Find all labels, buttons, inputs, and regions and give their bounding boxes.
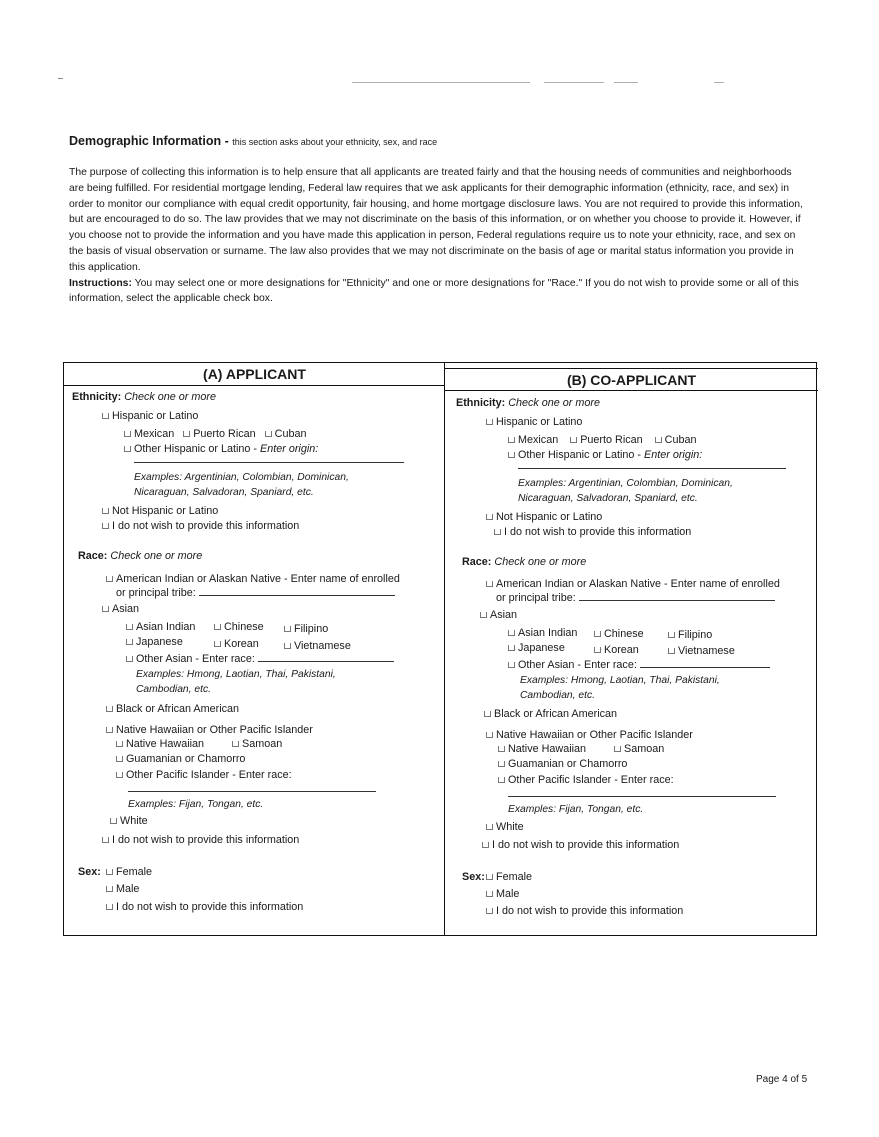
ethnicity-no-provide-label: I do not wish to provide this information bbox=[112, 520, 300, 532]
co-tribe-field bbox=[496, 591, 775, 606]
co-race-no-provide-option bbox=[482, 838, 679, 853]
co-filipino-option bbox=[668, 628, 712, 643]
co-chinese-option bbox=[594, 627, 644, 642]
asian-examples-1: Examples: Hmong, Laotian, Thai, Pakistani, bbox=[136, 669, 336, 680]
other-hispanic-checkbox[interactable] bbox=[124, 446, 131, 452]
co-samoan-option bbox=[614, 742, 664, 757]
sex-no-provide-option bbox=[106, 900, 303, 915]
female-checkbox[interactable] bbox=[106, 869, 113, 875]
race-no-provide-option bbox=[102, 833, 299, 848]
co-black-checkbox[interactable] bbox=[484, 711, 491, 717]
co-enter-origin-label: Enter origin: bbox=[644, 449, 703, 461]
co-hispanic-examples-1: Examples: Argentinian, Colombian, Dominican, bbox=[518, 478, 733, 489]
enter-origin-label: Enter origin: bbox=[260, 443, 319, 455]
filipino-option bbox=[284, 622, 328, 637]
not-hispanic-label: Not Hispanic or Latino bbox=[112, 505, 219, 517]
sex-label: Sex: bbox=[78, 866, 101, 878]
other-pacific-option bbox=[116, 768, 292, 783]
scan-artifact bbox=[714, 82, 724, 83]
co-male-label: Male bbox=[496, 888, 520, 900]
white-checkbox[interactable] bbox=[110, 818, 117, 824]
native-hawaiian-group-label: Native Hawaiian or Other Pacific Islander bbox=[116, 724, 313, 736]
co-native-hawaiian-group-option bbox=[486, 728, 693, 743]
co-mexican-checkbox[interactable] bbox=[508, 437, 515, 443]
other-pacific-label: Other Pacific Islander - Enter race: bbox=[126, 769, 292, 781]
race-label: Race: bbox=[78, 550, 108, 562]
co-asian-examples-1: Examples: Hmong, Laotian, Thai, Pakistani, bbox=[520, 675, 720, 686]
co-black-option bbox=[484, 707, 617, 722]
sex-heading bbox=[78, 865, 101, 880]
co-native-hawaiian-checkbox[interactable] bbox=[498, 746, 505, 752]
co-asian-label: Asian bbox=[490, 609, 518, 621]
pacific-examples: Examples: Fijan, Tongan, etc. bbox=[128, 799, 264, 810]
co-asian-indian-label: Asian Indian bbox=[518, 627, 578, 639]
co-puerto-rican-checkbox[interactable] bbox=[570, 437, 577, 443]
applicant-header-row bbox=[64, 363, 445, 386]
filipino-label: Filipino bbox=[294, 623, 329, 635]
ethnicity-no-provide-option bbox=[102, 519, 299, 534]
american-indian-checkbox[interactable] bbox=[106, 576, 113, 582]
co-guamanian-option bbox=[498, 757, 627, 772]
mexican-checkbox[interactable] bbox=[124, 431, 131, 437]
co-other-pacific-option bbox=[498, 773, 674, 788]
co-race-no-provide-label: I do not wish to provide this information bbox=[492, 839, 680, 851]
asian-examples-2: Cambodian, etc. bbox=[136, 684, 211, 695]
asian-indian-checkbox[interactable] bbox=[126, 624, 133, 630]
co-ethnicity-no-provide-checkbox[interactable] bbox=[494, 529, 501, 535]
section-subtitle: this section asks about your ethnicity, sex, and race bbox=[232, 137, 438, 147]
chinese-option bbox=[214, 620, 264, 635]
not-hispanic-checkbox[interactable] bbox=[102, 508, 109, 514]
hispanic-label: Hispanic or Latino bbox=[112, 410, 199, 422]
native-hawaiian-label: Native Hawaiian bbox=[126, 738, 205, 750]
co-race-heading bbox=[462, 555, 586, 570]
female-label: Female bbox=[116, 866, 153, 878]
other-hispanic-label: Other Hispanic or Latino - bbox=[134, 443, 261, 455]
puerto-rican-checkbox[interactable] bbox=[183, 431, 190, 437]
native-hawaiian-group-option bbox=[106, 723, 313, 738]
asian-option bbox=[102, 602, 139, 617]
asian-indian-label: Asian Indian bbox=[136, 621, 196, 633]
co-native-hawaiian-group-label: Native Hawaiian or Other Pacific Islander bbox=[496, 729, 693, 741]
co-female-checkbox[interactable] bbox=[486, 874, 493, 880]
black-checkbox[interactable] bbox=[106, 706, 113, 712]
ethnicity-note: Check one or more bbox=[124, 391, 217, 403]
co-filipino-checkbox[interactable] bbox=[668, 632, 675, 638]
cuban-label: Cuban bbox=[274, 428, 307, 440]
other-asian-checkbox[interactable] bbox=[126, 656, 133, 662]
other-asian-option bbox=[126, 652, 394, 667]
american-indian-option bbox=[106, 572, 400, 587]
black-label: Black or African American bbox=[116, 703, 240, 715]
co-cuban-label: Cuban bbox=[664, 434, 697, 446]
co-sex-no-provide-option bbox=[486, 904, 683, 919]
co-hispanic-option bbox=[486, 415, 582, 430]
co-chinese-checkbox[interactable] bbox=[594, 631, 601, 637]
other-pacific-checkbox[interactable] bbox=[116, 772, 123, 778]
female-option bbox=[106, 865, 152, 880]
co-ethnicity-no-provide-option bbox=[494, 525, 691, 540]
page-number: Page 4 of 5 bbox=[756, 1074, 808, 1085]
native-hawaiian-group-checkbox[interactable] bbox=[106, 727, 113, 733]
co-tribe-label: or principal tribe: bbox=[496, 592, 576, 604]
ethnicity-label: Ethnicity: bbox=[72, 391, 122, 403]
guamanian-option bbox=[116, 752, 245, 767]
vietnamese-checkbox[interactable] bbox=[284, 643, 291, 649]
co-tribe-input-line[interactable] bbox=[579, 591, 775, 601]
co-other-hispanic-label: Other Hispanic or Latino - bbox=[518, 449, 645, 461]
co-other-asian-label: Other Asian - Enter race: bbox=[518, 659, 637, 671]
sex-no-provide-label: I do not wish to provide this information bbox=[116, 901, 304, 913]
co-samoan-checkbox[interactable] bbox=[614, 746, 621, 752]
co-race-label: Race: bbox=[462, 556, 492, 568]
co-asian-examples-2: Cambodian, etc. bbox=[520, 690, 595, 701]
co-male-option bbox=[486, 887, 519, 902]
co-native-hawaiian-option bbox=[498, 742, 586, 757]
intro-text bbox=[69, 165, 804, 307]
co-asian-indian-checkbox[interactable] bbox=[508, 630, 515, 636]
co-origin-field[interactable] bbox=[518, 459, 786, 474]
korean-checkbox[interactable] bbox=[214, 641, 221, 647]
co-ethnicity-label: Ethnicity: bbox=[456, 397, 506, 409]
co-korean-option bbox=[594, 643, 639, 658]
filipino-checkbox[interactable] bbox=[284, 626, 291, 632]
scan-artifact bbox=[544, 82, 604, 83]
white-option bbox=[110, 814, 148, 829]
co-other-pacific-input-line[interactable] bbox=[508, 787, 776, 802]
co-ethnicity-heading bbox=[456, 396, 600, 411]
co-native-hawaiian-group-checkbox[interactable] bbox=[486, 732, 493, 738]
co-other-pacific-checkbox[interactable] bbox=[498, 777, 505, 783]
japanese-checkbox[interactable] bbox=[126, 639, 133, 645]
co-asian-indian-option bbox=[508, 626, 577, 641]
instructions-paragraph bbox=[69, 276, 804, 308]
co-american-indian-checkbox[interactable] bbox=[486, 581, 493, 587]
native-hawaiian-checkbox[interactable] bbox=[116, 741, 123, 747]
co-vietnamese-checkbox[interactable] bbox=[668, 648, 675, 654]
scan-artifact bbox=[352, 82, 530, 83]
co-cuban-checkbox[interactable] bbox=[655, 437, 662, 443]
asian-checkbox[interactable] bbox=[102, 606, 109, 612]
race-note: Check one or more bbox=[110, 550, 203, 562]
hispanic-subtypes bbox=[124, 427, 306, 442]
male-label: Male bbox=[116, 883, 140, 895]
co-korean-checkbox[interactable] bbox=[594, 647, 601, 653]
co-guamanian-checkbox[interactable] bbox=[498, 761, 505, 767]
tribe-field bbox=[116, 586, 395, 601]
column-divider bbox=[444, 363, 445, 935]
korean-label: Korean bbox=[224, 638, 259, 650]
instructions-label: Instructions: bbox=[69, 277, 132, 289]
chinese-label: Chinese bbox=[224, 621, 264, 633]
samoan-checkbox[interactable] bbox=[232, 741, 239, 747]
co-american-indian-label: American Indian or Alaskan Native - Enter name of enrolled bbox=[496, 578, 780, 590]
male-option bbox=[106, 882, 139, 897]
tribe-input-line[interactable] bbox=[199, 586, 395, 596]
hispanic-option bbox=[102, 409, 198, 424]
co-hispanic-checkbox[interactable] bbox=[486, 419, 493, 425]
black-option bbox=[106, 702, 239, 717]
hispanic-checkbox[interactable] bbox=[102, 413, 109, 419]
purpose-paragraph: The purpose of collecting this information is to help ensure that all applicants are treated fairly and that the housing needs of communities and neighborhoods are being fulfilled. For residential mortgage lending, Federal law requires that we ask applicants for their demographic information (ethnicity, race, and sex) in order to monitor our compliance with equal credit opportunity, fair housing, and home mortgage disclosure laws. You are not required to provide this information, but are encouraged to do so. The law provides that we may not discriminate on the basis of this information, or on whether you choose to provide it. However, if you choose not to provide the information and you have made this application in person, Federal regulations require us to note your ethnicity, race, and sex on the basis of visual observation or surname. The law also provides that we may not discriminate on the basis of age or marital status information you provide in this application. bbox=[69, 167, 803, 273]
not-hispanic-option bbox=[102, 504, 218, 519]
mexican-label: Mexican bbox=[134, 428, 175, 440]
co-american-indian-option bbox=[486, 577, 780, 592]
white-label: White bbox=[120, 815, 148, 827]
asian-label: Asian bbox=[112, 603, 140, 615]
other-pacific-input-line[interactable] bbox=[128, 782, 376, 797]
male-checkbox[interactable] bbox=[106, 886, 113, 892]
co-other-asian-input-line[interactable] bbox=[640, 658, 770, 668]
tribe-label: or principal tribe: bbox=[116, 587, 196, 599]
co-vietnamese-option bbox=[668, 644, 735, 659]
co-japanese-label: Japanese bbox=[518, 642, 565, 654]
co-other-hispanic-checkbox[interactable] bbox=[508, 452, 515, 458]
co-sex-heading bbox=[462, 870, 485, 885]
samoan-option bbox=[232, 737, 282, 752]
co-korean-label: Korean bbox=[604, 644, 639, 656]
coapplicant-header-row bbox=[445, 368, 818, 391]
vietnamese-label: Vietnamese bbox=[294, 640, 351, 652]
other-asian-input-line[interactable] bbox=[258, 652, 394, 662]
coapplicant-header: (B) CO-APPLICANT bbox=[566, 372, 697, 388]
co-hispanic-examples-2: Nicaraguan, Salvadoran, Spaniard, etc. bbox=[518, 493, 698, 504]
ethnicity-heading bbox=[72, 390, 216, 405]
samoan-label: Samoan bbox=[242, 738, 283, 750]
race-no-provide-checkbox[interactable] bbox=[102, 837, 109, 843]
race-no-provide-label: I do not wish to provide this information bbox=[112, 834, 300, 846]
co-male-checkbox[interactable] bbox=[486, 891, 493, 897]
co-race-no-provide-checkbox[interactable] bbox=[482, 842, 489, 848]
co-pacific-examples: Examples: Fijan, Tongan, etc. bbox=[508, 804, 644, 815]
instructions-text: You may select one or more designations for "Ethnicity" and one or more designations for "Race." If you do not wish to provide some or all of this information, select the applicable check box. bbox=[69, 277, 799, 305]
scan-artifact bbox=[58, 78, 63, 79]
hispanic-examples-1: Examples: Argentinian, Colombian, Dominican, bbox=[134, 472, 349, 483]
guamanian-checkbox[interactable] bbox=[116, 756, 123, 762]
co-race-note: Check one or more bbox=[494, 556, 587, 568]
section-heading bbox=[69, 134, 437, 148]
co-hispanic-label: Hispanic or Latino bbox=[496, 416, 583, 428]
hispanic-examples-2: Nicaraguan, Salvadoran, Spaniard, etc. bbox=[134, 487, 314, 498]
co-mexican-label: Mexican bbox=[518, 434, 559, 446]
american-indian-label: American Indian or Alaskan Native - Enter name of enrolled bbox=[116, 573, 400, 585]
japanese-option bbox=[126, 635, 183, 650]
co-japanese-checkbox[interactable] bbox=[508, 645, 515, 651]
section-title: Demographic Information - bbox=[69, 134, 229, 148]
co-filipino-label: Filipino bbox=[678, 629, 713, 641]
co-white-option bbox=[486, 820, 524, 835]
co-guamanian-label: Guamanian or Chamorro bbox=[508, 758, 628, 770]
co-vietnamese-label: Vietnamese bbox=[678, 645, 735, 657]
origin-field[interactable] bbox=[134, 453, 404, 468]
co-other-asian-checkbox[interactable] bbox=[508, 662, 515, 668]
ethnicity-no-provide-checkbox[interactable] bbox=[102, 523, 109, 529]
chinese-checkbox[interactable] bbox=[214, 624, 221, 630]
other-asian-label: Other Asian - Enter race: bbox=[136, 653, 255, 665]
co-white-label: White bbox=[496, 821, 524, 833]
co-not-hispanic-checkbox[interactable] bbox=[486, 514, 493, 520]
demographic-form bbox=[63, 362, 817, 936]
cuban-checkbox[interactable] bbox=[265, 431, 272, 437]
japanese-label: Japanese bbox=[136, 636, 183, 648]
native-hawaiian-option bbox=[116, 737, 204, 752]
sex-no-provide-checkbox[interactable] bbox=[106, 904, 113, 910]
applicant-header: (A) APPLICANT bbox=[203, 366, 306, 382]
guamanian-label: Guamanian or Chamorro bbox=[126, 753, 246, 765]
co-not-hispanic-label: Not Hispanic or Latino bbox=[496, 511, 603, 523]
korean-option bbox=[214, 637, 259, 652]
puerto-rican-label: Puerto Rican bbox=[193, 428, 256, 440]
co-japanese-option bbox=[508, 641, 565, 656]
co-not-hispanic-option bbox=[486, 510, 602, 525]
race-heading bbox=[78, 549, 202, 564]
asian-indian-option bbox=[126, 620, 195, 635]
co-samoan-label: Samoan bbox=[624, 743, 665, 755]
co-ethnicity-no-provide-label: I do not wish to provide this information bbox=[504, 526, 692, 538]
co-female-option bbox=[486, 870, 532, 885]
co-sex-label: Sex: bbox=[462, 871, 485, 883]
co-native-hawaiian-label: Native Hawaiian bbox=[508, 743, 587, 755]
co-black-label: Black or African American bbox=[494, 708, 618, 720]
co-asian-option bbox=[480, 608, 517, 623]
co-asian-checkbox[interactable] bbox=[480, 612, 487, 618]
co-other-pacific-label: Other Pacific Islander - Enter race: bbox=[508, 774, 674, 786]
co-sex-no-provide-label: I do not wish to provide this information bbox=[496, 905, 684, 917]
co-female-label: Female bbox=[496, 871, 533, 883]
co-ethnicity-note: Check one or more bbox=[508, 397, 601, 409]
co-white-checkbox[interactable] bbox=[486, 824, 493, 830]
co-hispanic-subtypes bbox=[508, 433, 696, 448]
scan-artifact bbox=[614, 82, 638, 83]
co-puerto-rican-label: Puerto Rican bbox=[580, 434, 643, 446]
co-sex-no-provide-checkbox[interactable] bbox=[486, 908, 493, 914]
co-chinese-label: Chinese bbox=[604, 628, 644, 640]
co-other-asian-option bbox=[508, 658, 770, 673]
